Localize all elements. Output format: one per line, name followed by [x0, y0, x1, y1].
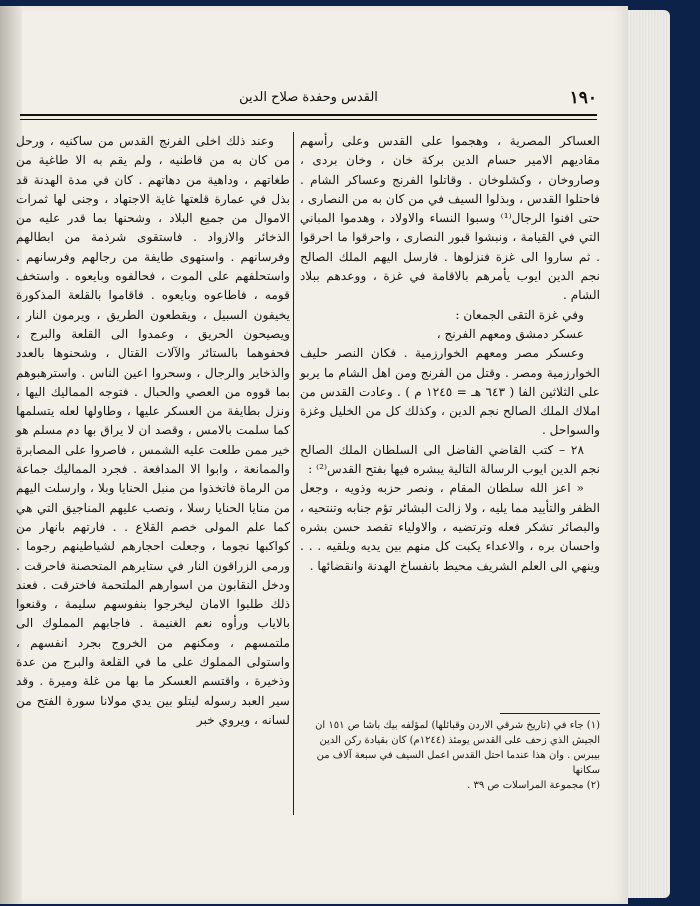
paragraph: عسكر دمشق ومعهم الفرنج ، [436, 326, 584, 341]
paragraph: وعند ذلك اخلى الفرنج القدس من ساكنيه ، ورحل من كان به من قاطنيه ، ولم يقم به الا طاغية من طغاتهم ، وداهية من دهاتهم . كان في مدة الهدنة قد بذل في عمارة قلعتها غاية الاجتهاد ، وجنى لها ثمرات الاموال من جميع البلاد ، وشحنها بما قدر عليه من الذخائر والازواد . فاستقوى شرذمة من ابطالهم وفرسانهم . واستهوى طايفة من رجالهم وفرسانهم . واستحلفهم على الموت ، فحالفوه وبايعوه . واستخف قومه ، فاطاعوه وبايعوه . فاقاموا بالقلعة المذكورة يخيفون السبيل ، ويقطعون الطريق ، ويرمون النار ، ويصيحون الحريق ، وعمدوا الى القلعة والبرج ، فحفوهما بالستائر والآلات القتال ، وشحنوها بالعدد والذخاير والرجال ، وسحروا اعين الناس . واسترهبوهم بما قووه من العصي والحبال . فتوجه المماليك اليها ، ونزل بطايفة من العسكر عليها ، وطاولها لعله يتسلمها كما سلمت بالامس ، وقصد ان لا يراق بها دم مسلم هو خير ممن طلعت عليه الشمس ، فاصروا على المصابرة والممانعة ، وابوا الا المدافعة . فجرد المماليك جماعة من الرماة فاتخذوا من منبل الحنايا وبلا ، وارسلت اليهم من منايا الحنايا رسلا ، ونصب عليهم المناجيق التي هي كما علم المولى خصم القلاع . . فارتهم بانهار من كواكبها نجوما ، وجعلت احجارهم لشياطينهم رجوما . ورمى الزراقون النار في ستايرهم المتحصنة فاحرقت . ودخل النقابون من اسوارهم الملتحمة فاخترقت . فعند ذلك طلبوا الامان ليخرجوا بنفوسهم سليمة ، وقنعوا بالاياب ورأوه نعم الغنيمة . فاجابهم المملوك الى ملتمسهم ، ومكنهم من الخروج بجرد انفسهم ، واستولى المملوك على ما في القلعة والبرج من عدة وذخيرة ، واقتسم العسكر ما بها من غلة وميرة . وقد سير العبد رسوله ليتلو بين يدي مولانا سورة الفتح من لسانه ، ويروي خبر [16, 134, 290, 727]
page-number: ١٩٠ [569, 88, 597, 108]
left-column [16, 132, 290, 730]
running-title: القدس وحفدة صلاح الدين [239, 90, 378, 105]
quoted-letter: « اعز الله سلطان المقام ، ونصر حزبه وذويه ، وجعل الظفر والتأييد مما يليه ، ولا زالت البشائر تؤم جنابه وتنتحيه ، والبصائر تشكر فعله وترتضيه ، والاولياء تقصد حسن بشره واحسان بره ، والاعداء يكبت كل منهم بين يديه ويلقيه . . . وينهي الى العلم الشريف محيط بانفساخ الهدنة وانقضائها . [300, 481, 600, 573]
footnotes [300, 718, 600, 793]
page-header [20, 88, 597, 114]
right-column [300, 132, 600, 576]
footnote: (٢) مجموعة المراسلات ص ٣٩ . [467, 780, 600, 791]
footnote: (١) جاء في (تاريخ شرقي الاردن وقبائلها) لمؤلفه بيك باشا ص ١٥١ ان الجيش الذي زحف على القدس يومئذ (١٢٤٤م) كان بقيادة ركن الدين بيبرس . وان هذا عندما احتل القدس اعمل السيف في سبعة آلاف من سكانها [315, 720, 600, 776]
section-heading-paragraph: ٢٨ – كتب القاضي الفاضل الى السلطان الملك الصالح نجم الدين ايوب الرسالة التالية يبشره فيها بفتح القدس⁽²⁾ : [300, 442, 600, 477]
book-page [0, 6, 628, 904]
paragraph: وعسكر مصر ومعهم الخوارزمية . فكان النصر حليف الخوارزمية ومصر . وقتل من الفرنج ومن اهل الشام ما يربو على الثلاثين الفا ( ٦٤٣ هـ = ١٢٤٥ م ) . وعادت القدس من املاك الملك الصالح نجم الدين ، وكذلك كل من الخليل وغزة والسواحل . [300, 346, 600, 438]
footnote-rule [500, 713, 600, 714]
header-rule [20, 114, 597, 116]
paragraph: العساكر المصرية ، وهجموا على القدس وعلى رأسهم مقاديهم الامير حسام الدين بركة خان ، وخان بردى ، وصاروخان ، وكشلوخان . وقاتلوا الفرنج وعساكر الشام . فاحتلوا القدس ، وبذلوا السيف في من كان به من النصارى ، حتى افنوا الرجال⁽¹⁾ وسبوا النساء والاولاد ، وهدموا المباني التي في القيامة ، ونبشوا قبور النصارى ، واحرقوا ما احرقوا . ثم ساروا الى غزة فنزلوها . فارسل اليهم الملك الصالح نجم الدين ايوب يأمرهم بالاقامة في غزة ، ووعدهم ببلاد الشام . [300, 134, 601, 303]
header-rule-thin [20, 119, 597, 120]
column-divider [293, 132, 294, 815]
paragraph: وفي غزة التقى الجمعان : [455, 307, 584, 322]
